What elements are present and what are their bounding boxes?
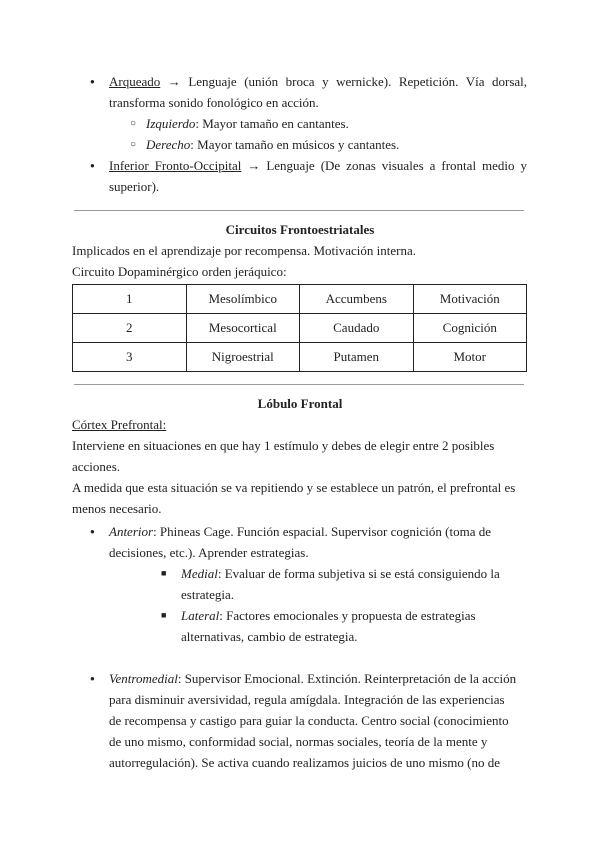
derecho-text: : Mayor tamaño en músicos y cantantes.: [190, 137, 400, 152]
arqueado-line-2: transforma sonido fonológico en acción.: [109, 95, 319, 110]
izquierdo-term: Izquierdo: [146, 116, 196, 131]
table-cell: Caudado: [300, 314, 414, 343]
table-cell: 3: [73, 343, 187, 372]
table-cell: Cognición: [413, 314, 527, 343]
p1-line-2: acciones.: [72, 459, 121, 474]
bullet-icon: ●: [90, 77, 95, 86]
lateral-text: : Factores emocionales y propuesta de estrategias: [219, 608, 476, 623]
p2-line-1: A medida que esta situación se va repitiendo y se establece un patrón, el prefrontal es: [72, 480, 516, 495]
table-cell: Motor: [413, 343, 527, 372]
cortex-subtitle: Córtex Prefrontal:: [72, 417, 167, 432]
anterior-text: : Phineas Cage. Función espacial. Supervisor cognición (toma de: [153, 524, 491, 539]
lateral-line-1: [181, 605, 476, 626]
arqueado-term: Arqueado: [109, 74, 161, 89]
circuitos-line-1: Implicados en el aprendizaje por recompensa. Motivación interna.: [72, 243, 417, 258]
table-row: [73, 285, 527, 314]
ventromedial-line-1: [109, 668, 516, 689]
table-cell: Accumbens: [300, 285, 414, 314]
ifo-line-1: [109, 155, 527, 176]
lateral-line-2: alternativas, cambio de estrategia.: [181, 629, 358, 644]
anterior-term: Anterior: [109, 524, 154, 539]
medial-text: : Evaluar de forma subjetiva si se está consiguiendo la: [217, 566, 500, 581]
lateral-term: Lateral: [181, 608, 220, 623]
p1-line-1: Interviene en situaciones en que hay 1 estímulo y debes de elegir entre 2 posibles: [72, 438, 495, 453]
anterior-line-2: decisiones, etc.). Aprender estrategias.: [109, 545, 309, 560]
medial-line-1: [181, 563, 500, 584]
circuitos-heading: Circuitos Frontoestriatales: [225, 222, 375, 237]
ventromedial-line-4: de uno mismo, conformidad social, normas sociales, teoría de la mente y: [109, 734, 488, 749]
circuitos-line-2: Circuito Dopaminérgico orden jeráquico:: [72, 264, 287, 279]
ifo-text: Lenguaje (De zonas visuales a frontal medio y: [266, 158, 528, 173]
table-row: [73, 314, 527, 343]
table-cell: Mesocortical: [186, 314, 300, 343]
medial-line-2: estrategia.: [181, 587, 235, 602]
square-bullet-icon: ■: [161, 568, 167, 578]
arqueado-line-1: [109, 71, 527, 92]
circuit-table: [72, 284, 527, 372]
circle-bullet-icon: ○: [130, 139, 137, 150]
table-cell: Putamen: [300, 343, 414, 372]
anterior-line-1: [109, 521, 491, 542]
lobulo-heading: Lóbulo Frontal: [257, 396, 343, 411]
derecho-item: [146, 134, 399, 155]
ventromedial-line-3: de recompensa y castigo para guiar la conducta. Centro social (conocimiento: [109, 713, 509, 728]
table-cell: Nigroestrial: [186, 343, 300, 372]
arrow-icon: →: [247, 158, 261, 173]
table-cell: 2: [73, 314, 187, 343]
izquierdo-text: : Mayor tamaño en cantantes.: [195, 116, 349, 131]
table-cell: 1: [73, 285, 187, 314]
derecho-term: Derecho: [146, 137, 191, 152]
ventromedial-line-2: para disminuir aversividad, regula amígdala. Integración de las experiencias: [109, 692, 505, 707]
table-cell: Motivación: [413, 285, 527, 314]
medial-term: Medial: [181, 566, 218, 581]
divider: [74, 210, 524, 211]
ifo-line-2: superior).: [109, 179, 160, 194]
ventromedial-term: Ventromedial: [109, 671, 178, 686]
bullet-icon: ●: [90, 674, 95, 683]
square-bullet-icon: ■: [161, 610, 167, 620]
izquierdo-item: [146, 113, 349, 134]
arqueado-text: Lenguaje (unión broca y wernicke). Repetición. Vía dorsal,: [188, 74, 528, 89]
ventromedial-text: : Supervisor Emocional. Extinción. Reinterpretación de la acción: [177, 671, 517, 686]
ventromedial-line-5: autorregulación). Se activa cuando realizamos juicios de uno mismo (no de: [109, 755, 500, 770]
divider: [74, 384, 524, 385]
p2-line-2: menos necesario.: [72, 501, 162, 516]
table-cell: Mesolímbico: [186, 285, 300, 314]
table-row: [73, 343, 527, 372]
circle-bullet-icon: ○: [130, 118, 137, 129]
bullet-icon: ●: [90, 527, 95, 536]
ifo-term: Inferior Fronto-Occipital: [109, 158, 242, 173]
arrow-icon: →: [167, 74, 181, 89]
bullet-icon: ●: [90, 161, 95, 170]
